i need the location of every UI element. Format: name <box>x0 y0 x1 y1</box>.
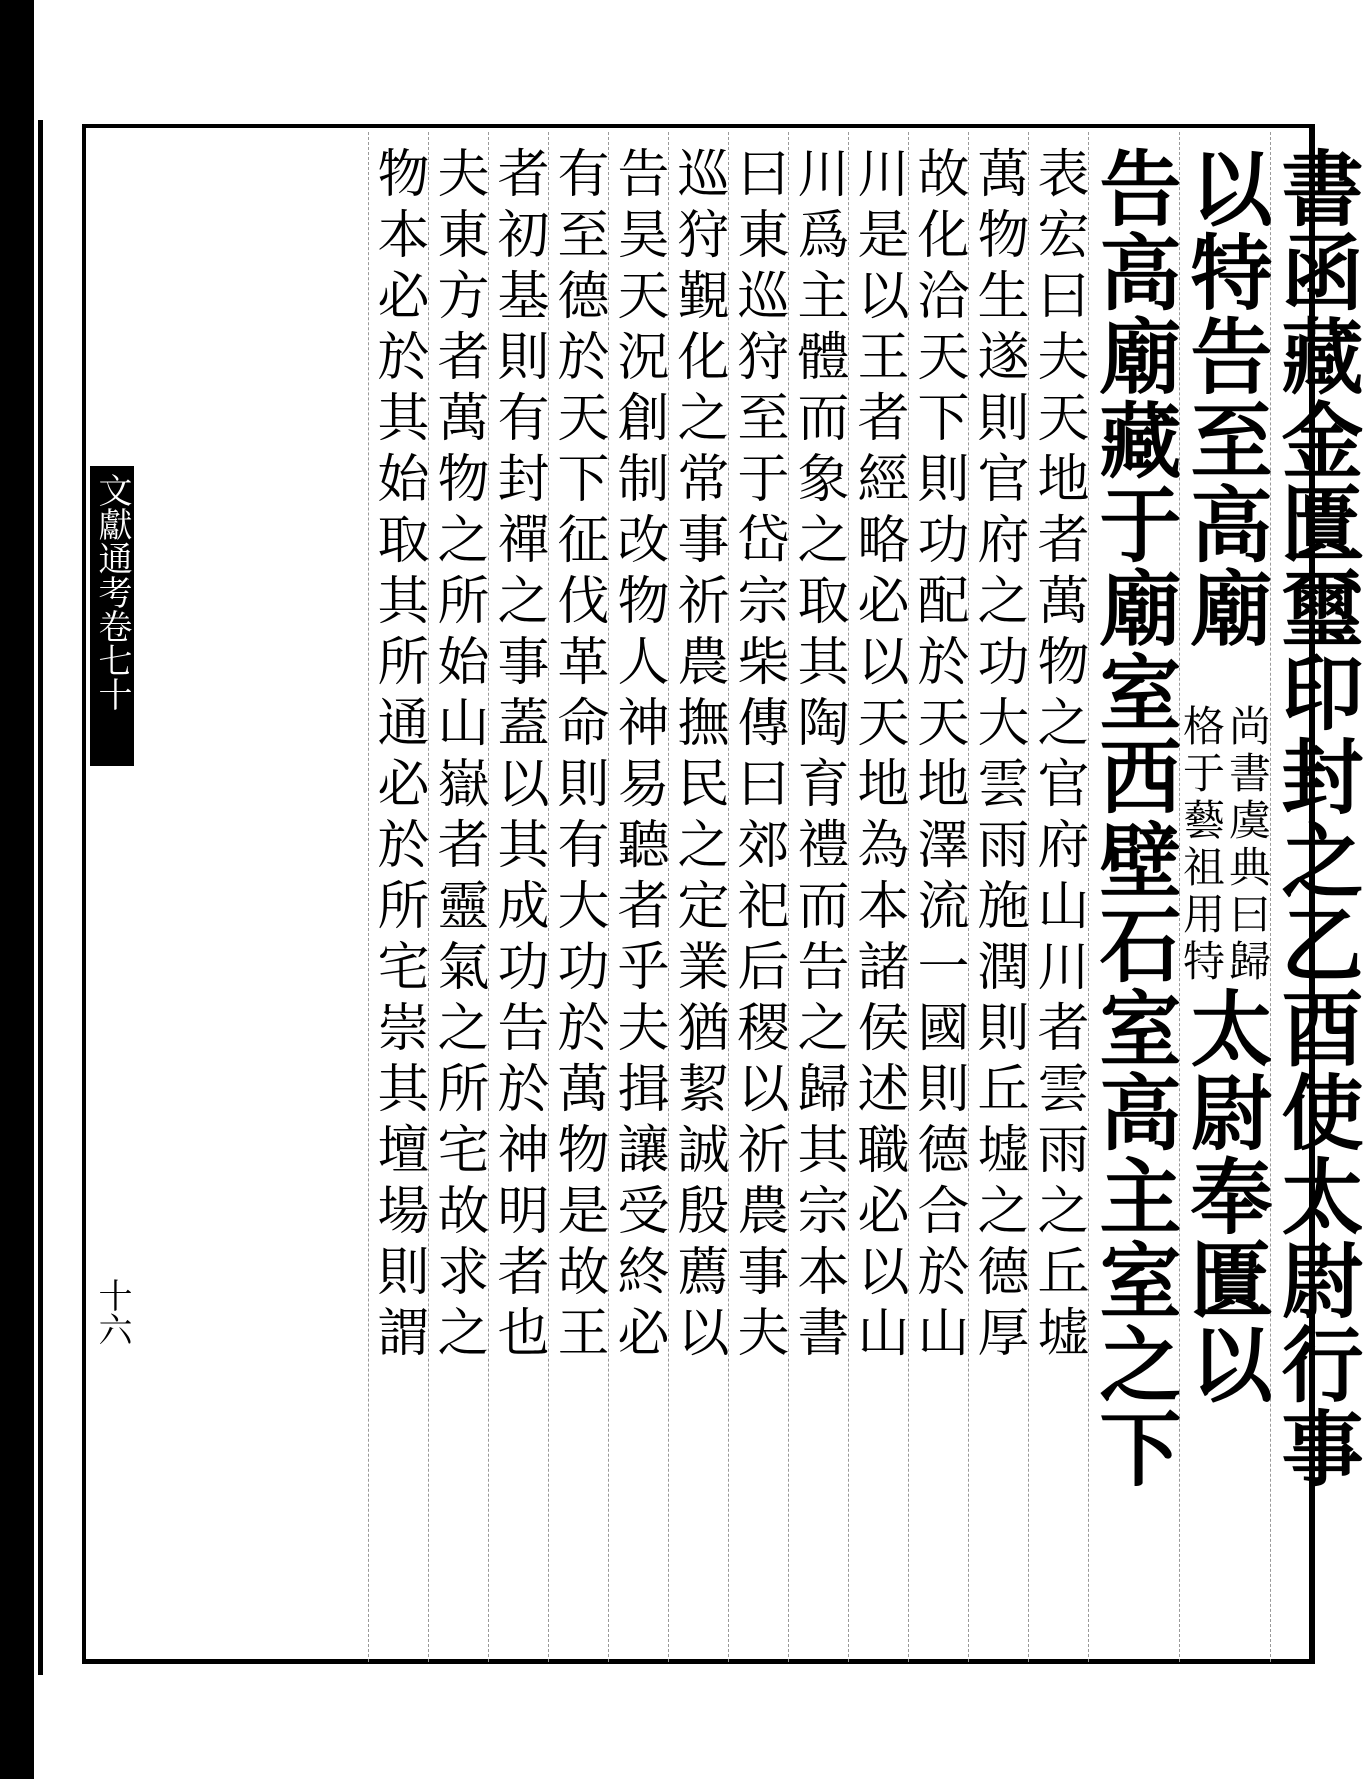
text-column-mixed <box>1177 132 1273 1662</box>
center-fold-strip <box>86 128 134 1659</box>
commentary-column <box>668 132 728 1662</box>
main-text-column <box>1086 132 1182 1662</box>
commentary-run-right: 尚書虞典曰歸 <box>1223 704 1272 986</box>
commentary-column <box>908 132 968 1662</box>
commentary-column <box>548 132 608 1662</box>
commentary-column <box>368 132 428 1662</box>
main-text-run: 以特告至高廟 <box>1177 146 1273 650</box>
outer-margin-rule <box>38 120 43 1675</box>
column-text: 川是以王者經略必以天地為本諸侯述職必以山 <box>848 146 908 1366</box>
main-text-column <box>1268 132 1364 1662</box>
column-text: 巡狩覲化之常事祈農撫民之定業猶絜誠殷薦以 <box>668 146 728 1366</box>
fold-title: 文獻通考卷七十 <box>92 473 132 711</box>
column-text: 物本必於其始取其所通必於所宅崇其壇場則謂 <box>368 146 428 1366</box>
main-text-run: 太尉奉匱以 <box>1177 986 1273 1406</box>
text-frame <box>82 124 1364 1664</box>
column-text: 夫東方者萬物之所始山嶽者靈氣之所宅故求之 <box>428 146 488 1366</box>
folio-number: 十六 <box>92 1278 132 1346</box>
commentary-run-left: 格于藝祖用特 <box>1177 704 1226 986</box>
commentary-column <box>728 132 788 1662</box>
binding-edge <box>0 0 34 1779</box>
column-text: 書函藏金匱璽印封之乙酉使太尉行事 <box>1268 146 1364 1490</box>
column-text: 曰東巡狩至于岱宗柴傳曰郊祀后稷以祈農事夫 <box>728 146 788 1366</box>
column-text: 者初基則有封禪之事蓋以其成功告於神明者也 <box>488 146 548 1366</box>
text-block <box>34 120 1364 1675</box>
commentary-column <box>488 132 548 1662</box>
column-text: 川爲主體而象之取其陶育禮而告之歸其宗本書 <box>788 146 848 1366</box>
column-text: 告昊天況創制改物人神易聽者乎夫揖讓受終必 <box>608 146 668 1366</box>
column-text: 告高廟藏于廟室西壁石室高主室之下 <box>1086 146 1182 1490</box>
column-text: 有至德於天下征伐革命則有大功於萬物是故王 <box>548 146 608 1366</box>
column-text: 故化洽天下則功配於天地澤流一國則德合於山 <box>908 146 968 1366</box>
column-text: 表宏曰夫天地者萬物之官府山川者雲雨之丘墟 <box>1028 146 1088 1366</box>
commentary-column <box>968 132 1028 1662</box>
mixed-column-body <box>1177 146 1273 1646</box>
column-text: 萬物生遂則官府之功大雲雨施潤則丘墟之德厚 <box>968 146 1028 1366</box>
commentary-column <box>788 132 848 1662</box>
text-columns <box>138 132 1364 1662</box>
commentary-column <box>1028 132 1088 1662</box>
commentary-column <box>608 132 668 1662</box>
commentary-column <box>428 132 488 1662</box>
commentary-column <box>848 132 908 1662</box>
